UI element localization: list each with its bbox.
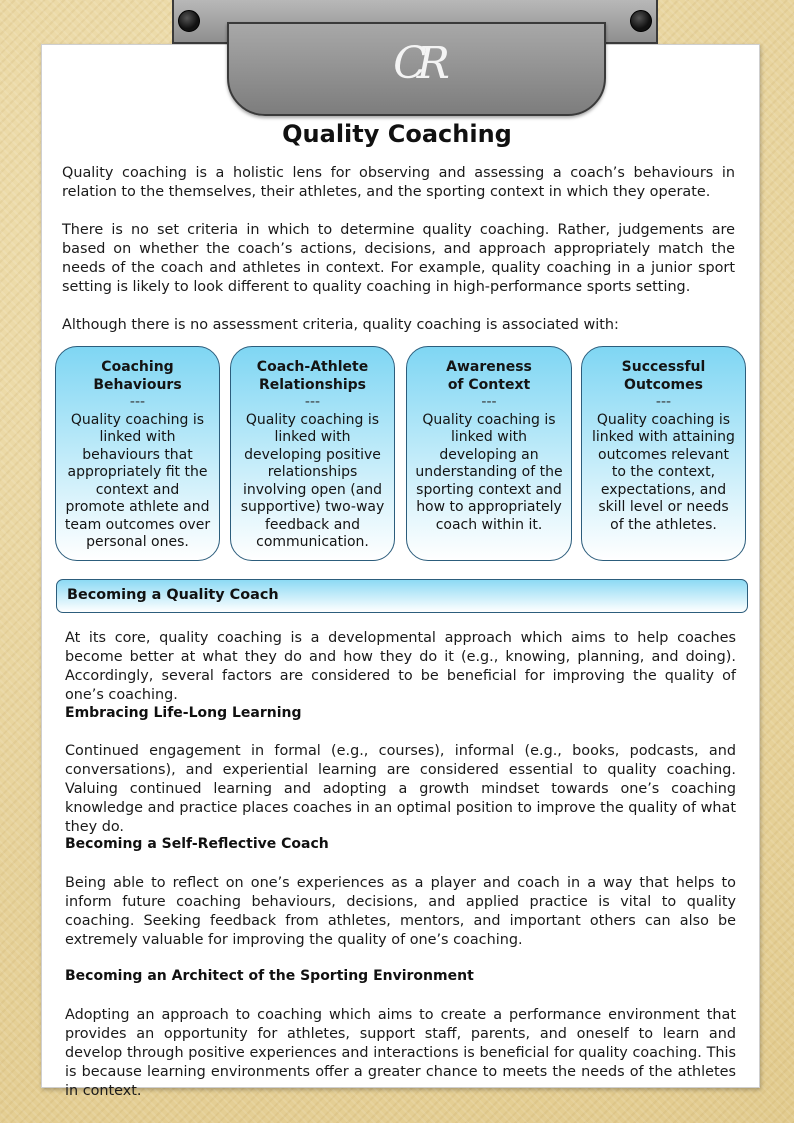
subsection-heading: Becoming an Architect of the Sporting Environment <box>65 968 474 984</box>
card-title-line1: Coaching <box>101 359 174 375</box>
card-title-line1: Successful <box>621 359 706 375</box>
card-separator: --- <box>129 394 146 410</box>
rivet-right-icon <box>630 10 652 32</box>
subsection-paragraph: Continued engagement in formal (e.g., courses), informal (e.g., books, podcasts, and conversations), and experiential learning are considered essential to quality coaching. Valuing continued learning and adopting a growth mindset towards one’s coaching knowledge and practice places coaches in an optimal position to improve the quality of what they do. <box>65 743 736 835</box>
card-title-line2: Behaviours <box>93 376 182 393</box>
card-body: Quality coaching is linked with developing positive relationships involving open (and supportive) two-way feedback and communication. <box>240 411 385 550</box>
intro-paragraph-1: Quality coaching is a holistic lens for observing and assessing a coach’s behaviours in relation to the themselves, their athletes, and the sporting context in which they operate. <box>62 165 735 200</box>
card-title-line1: Awareness <box>446 359 532 375</box>
section-intro-paragraph: At its core, quality coaching is a developmental approach which aims to help coaches become better at what they do and how they do it (e.g., knowing, planning, and doing). Accordingly, several factors are considered to be beneficial for improving the quality of one’s coaching. <box>65 630 736 703</box>
subsection-paragraph: Adopting an approach to coaching which aims to create a performance environment that provides an opportunity for athletes, support staff, parents, and oneself to learn and develop through positive experiences and interactions is beneficial for quality coaching. This is because learning environments offer a greater chance to meets the needs of the athletes in context. <box>65 1007 736 1099</box>
card-title-line2: Relationships <box>258 376 367 393</box>
subsection-heading: Becoming a Self-Reflective Coach <box>65 836 329 852</box>
subsection-paragraph: Being able to reflect on one’s experiences as a player and coach in a way that helps to inform future coaching behaviours, decisions, and applied practice is vital to quality coaching. Seeking feedback from athletes, mentors, and important others can also be extremely valuable for improving the quality of one’s coaching. <box>65 875 736 948</box>
card-separator: --- <box>304 394 321 410</box>
rivet-left-icon <box>178 10 200 32</box>
card-successful-outcomes <box>581 346 746 561</box>
card-coach-athlete-relationships <box>230 346 395 561</box>
card-body: Quality coaching is linked with developing an understanding of the sporting context and how to appropriately coach within it. <box>415 411 563 533</box>
card-body: Quality coaching is linked with attaining outcomes relevant to the context, expectations, and skill level or needs of the athletes. <box>592 411 735 533</box>
logo: CR <box>393 38 440 89</box>
card-separator: --- <box>481 394 497 410</box>
card-title-line1: Coach-Athlete <box>256 359 369 375</box>
card-body: Quality coaching is linked with behaviours that appropriately fit the context and promote athlete and team outcomes over personal ones. <box>64 411 211 550</box>
page-title: Quality Coaching <box>282 120 512 148</box>
section-heading-bar: Becoming a Quality Coach <box>56 579 748 613</box>
intro-paragraph-2: There is no set criteria in which to determine quality coaching. Rather, judgements are based on whether the coach’s actions, decisions, and approach appropriately match the needs of the coach and athletes in context. For example, quality coaching in a junior sport setting is likely to look different to quality coaching in high-performance sports setting. <box>62 222 735 295</box>
card-separator: --- <box>655 394 672 410</box>
card-title-line2: of Context <box>447 376 531 393</box>
card-awareness-of-context <box>406 346 572 561</box>
card-coaching-behaviours <box>55 346 220 561</box>
clipboard-clip-tab <box>227 22 606 116</box>
card-title-line2: Outcomes <box>624 376 703 393</box>
intro-paragraph-3: Although there is no assessment criteria, quality coaching is associated with: <box>62 317 619 333</box>
subsection-heading: Embracing Life-Long Learning <box>65 705 302 721</box>
